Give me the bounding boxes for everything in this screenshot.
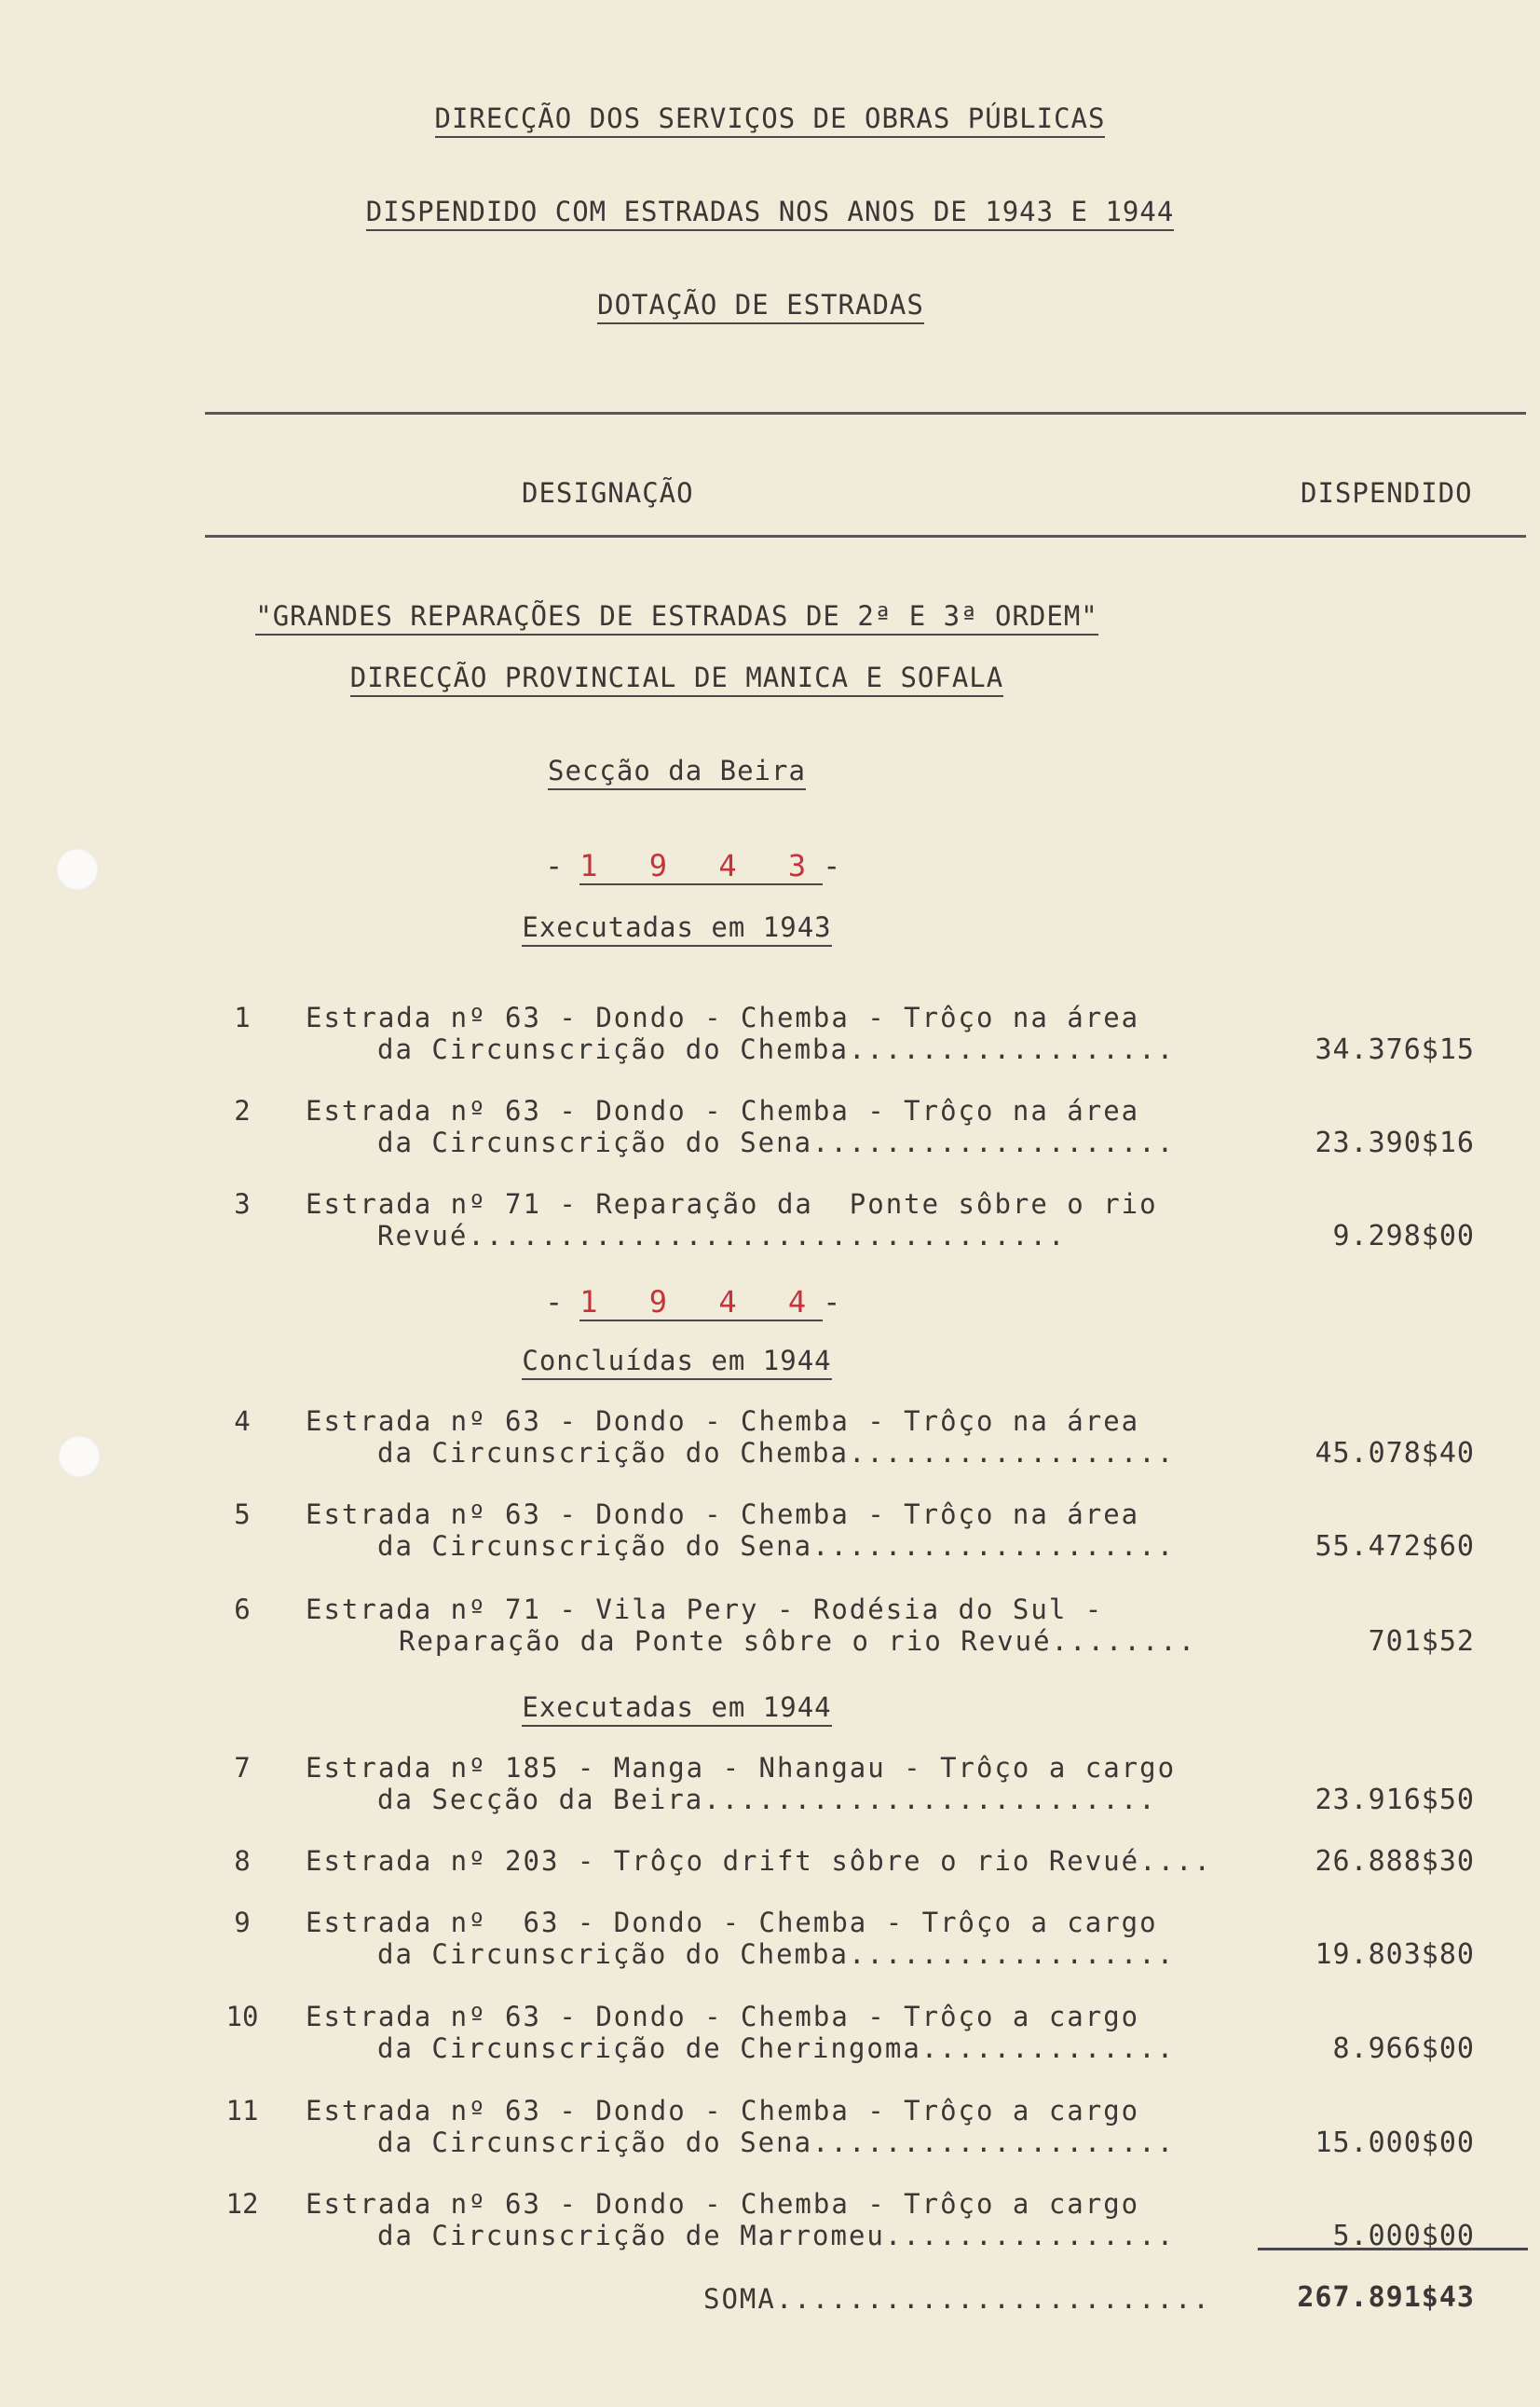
item-description-line1: Estrada nº 203 - Trôço drift sôbre o rio Revué.... <box>306 1845 1212 1877</box>
group-executed-1944: Executadas em 1944 <box>0 1691 1447 1723</box>
total-amount: 267.891$43 <box>1297 2281 1475 2314</box>
total-rule <box>1258 2248 1528 2250</box>
item-description-line1: Estrada nº 63 - Dondo - Chemba - Trôço na área <box>306 1498 1140 1530</box>
item-amount: 8.966$00 <box>1332 2032 1475 2065</box>
section-subtitle: DIRECÇÃO PROVINCIAL DE MANICA E SOFALA <box>0 662 1447 693</box>
item-number: 9 <box>234 1907 251 1938</box>
year-1944: -1 9 4 4- <box>545 1284 858 1320</box>
item-description-line1: Estrada nº 185 - Manga - Nhangau - Trôço a cargo <box>306 1752 1177 1784</box>
item-description-line1: Estrada nº 63 - Dondo - Chemba - Trôço a cargo <box>306 2001 1140 2032</box>
section-title: "GRANDES REPARAÇÕES DE ESTRADAS DE 2ª E 3ª ORDEM" <box>0 600 1447 632</box>
item-description-line2: da Secção da Beira......................... <box>377 1784 1157 1815</box>
column-spent: DISPENDIDO <box>1301 477 1473 509</box>
item-amount: 701$52 <box>1368 1625 1475 1658</box>
item-description-line1: Estrada nº 71 - Vila Pery - Rodésia do Sul - <box>306 1593 1104 1625</box>
item-amount: 5.000$00 <box>1332 2220 1475 2252</box>
item-amount: 15.000$00 <box>1315 2127 1475 2159</box>
item-description-line2: da Circunscrição do Chemba.................. <box>377 1437 1176 1469</box>
item-description-line1: Estrada nº 63 - Dondo - Chemba - Trôço a cargo <box>306 2095 1140 2127</box>
group-executed-1943: Executadas em 1943 <box>0 911 1447 943</box>
item-amount: 55.472$60 <box>1315 1530 1475 1563</box>
item-description-line2: da Circunscrição do Sena.................... <box>377 1530 1176 1562</box>
item-amount: 23.916$50 <box>1315 1784 1475 1816</box>
item-number: 8 <box>234 1845 251 1877</box>
column-designation: DESIGNAÇÃO <box>522 477 694 509</box>
item-description-line1: Estrada nº 63 - Dondo - Chemba - Trôço na área <box>306 1002 1140 1033</box>
item-description-line2: da Circunscrição do Chemba.................. <box>377 1938 1176 1970</box>
item-description-line1: Estrada nº 63 - Dondo - Chemba - Trôço na área <box>306 1095 1140 1127</box>
year-1943: -1 9 4 3- <box>545 848 858 883</box>
item-description-line2: da Circunscrição de Marromeu................ <box>377 2220 1176 2251</box>
table-top-rule <box>205 412 1526 415</box>
punch-hole <box>56 848 99 891</box>
group-concluded-1944: Concluídas em 1944 <box>0 1345 1447 1376</box>
item-number: 5 <box>234 1498 251 1530</box>
heading-spent: DISPENDIDO COM ESTRADAS NOS ANOS DE 1943 E 1944 <box>0 196 1540 227</box>
item-number: 11 <box>225 2095 259 2127</box>
item-number: 2 <box>234 1095 251 1127</box>
item-number: 6 <box>234 1593 251 1625</box>
item-amount: 26.888$30 <box>1315 1845 1475 1878</box>
item-description-line1: Estrada nº 63 - Dondo - Chemba - Trôço a cargo <box>306 1907 1158 1938</box>
item-amount: 34.376$15 <box>1315 1033 1475 1066</box>
item-amount: 19.803$80 <box>1315 1938 1475 1971</box>
punch-hole <box>58 1435 101 1478</box>
heading-directorate: DIRECÇÃO DOS SERVIÇOS DE OBRAS PÚBLICAS <box>0 103 1540 134</box>
item-description-line1: Estrada nº 71 - Reparação da Ponte sôbre o rio <box>306 1188 1158 1220</box>
item-number: 7 <box>234 1752 251 1784</box>
item-amount: 45.078$40 <box>1315 1437 1475 1470</box>
item-description-line2: da Circunscrição do Chemba.................. <box>377 1033 1176 1065</box>
item-description-line2: Reparação da Ponte sôbre o rio Revué........ <box>399 1625 1197 1657</box>
item-amount: 9.298$00 <box>1332 1220 1475 1252</box>
item-number: 1 <box>234 1002 251 1033</box>
item-description-line2: da Circunscrição do Sena.................... <box>377 1127 1176 1158</box>
total-label: SOMA........................ <box>703 2283 1211 2315</box>
subsection-title: Secção da Beira <box>0 755 1447 786</box>
heading-dotation: DOTAÇÃO DE ESTRADAS <box>0 289 1531 321</box>
item-description-line2: Revué................................. <box>377 1220 1067 1251</box>
table-header-rule <box>205 535 1526 538</box>
item-number: 10 <box>225 2001 259 2032</box>
item-description-line1: Estrada nº 63 - Dondo - Chemba - Trôço na área <box>306 1405 1140 1437</box>
item-description-line2: da Circunscrição de Cheringoma.............. <box>377 2032 1176 2064</box>
item-amount: 23.390$16 <box>1315 1127 1475 1159</box>
item-description-line1: Estrada nº 63 - Dondo - Chemba - Trôço a cargo <box>306 2188 1140 2220</box>
item-number: 3 <box>234 1188 251 1220</box>
item-number: 4 <box>234 1405 251 1437</box>
item-number: 12 <box>225 2188 259 2220</box>
item-description-line2: da Circunscrição do Sena.................... <box>377 2127 1176 2158</box>
